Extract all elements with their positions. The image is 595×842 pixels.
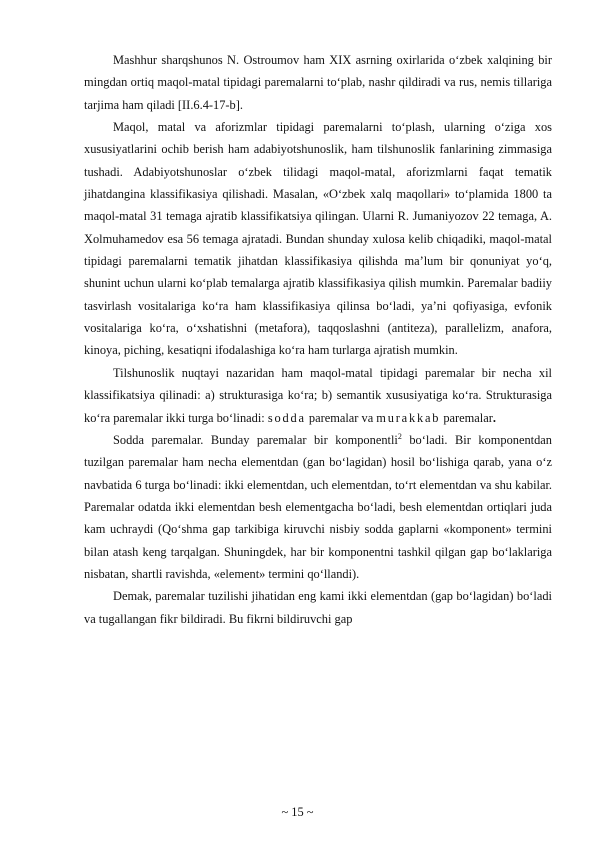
term-sodda: sodda bbox=[267, 410, 306, 425]
paragraph-classification-themes: Maqol, matal va aforizmlar tipidagi paremalarni to‘plash, ularning o‘ziga xos xususiyatlarini ochib berish ham adabiyotshunoslik, ham tilshunoslik fanlarining zimmasiga tushadi. Adabiyotshunoslar o‘zbek tilidagi maqol-matal, aforizmlarni faqat tematik jihatdangina klassifikasiya qilishadi. Masalan, «O‘zbek xalq maqollari» to‘plamida 1800 ta maqol-matal 31 temaga ajratib klassifikatsiya qilingan. Ularni R. Jumaniyozov 22 temaga, A. Xolmuhamedov esa 56 temaga ajratadi. Bundan shunday xulosa kelib chiqadiki, maqol-matal tipidagi paremalarni tematik jihatdan klassifikasiya qilishda ma’lum bir qonuniyat yo‘q, shunint uchun ularni ko‘plab temalarga ajratib klassifikasiya qilish mumkin. Paremalar badiiy tasvirlash vositalariga ko‘ra ham klassifikasiya qilinsa bo‘ladi, ya’ni qofiyasiga, evfonik vositalariga ko‘ra, o‘xshatishni (metafora), taqqoslashni (antiteza), parallelizm, anafora, kinoya, piching, kesatiqni ifodalashiga ko‘ra ham turlarga ajratish mumkin. bbox=[84, 120, 552, 358]
paragraph-structure-conclusion: Demak, paremalar tuzilishi jihatidan eng kami ikki elementdan (gap bo‘lagidan) bo‘ladi va tugallangan fikr bildiradi. Bu fikrni bildiruvchi gap bbox=[84, 589, 552, 626]
paragraph-simple-paremas bbox=[84, 429, 552, 585]
paragraph-linguistic-classification bbox=[84, 362, 552, 429]
paragraph-text: Sodda paremalar. Bunday paremalar bir komponentli bbox=[113, 432, 398, 447]
paragraph-text: paremalar bbox=[440, 410, 493, 425]
paragraph-period: . bbox=[492, 410, 496, 425]
paragraph-text: Tilshunoslik nuqtayi nazaridan ham maqol-matal tipidagi paremalar bir necha xil klassifikatsiya qilinadi: a) strukturasiga ko‘ra; b) semantik xususiyatiga ko‘ra. Strukturasiga ko‘ra paremalar ikki turga bo‘linadi: bbox=[84, 365, 552, 425]
page-number: ~ 15 ~ bbox=[281, 805, 314, 819]
footnote-marker[interactable]: 2 bbox=[397, 431, 402, 441]
paragraph-text: bo‘ladi. Bir komponentdan tuzilgan paremalar ham necha elementdan (gan bo‘lagidan) hosil bo‘lishiga qarab, yana o‘z navbatida 6 turga bo‘linadi: ikki elementdan, uch elementdan, to‘rt elementdan va shu kabilar. Paremalar odatda ikki elementdan besh elementgacha bo‘ladi, besh elementdan ortiqlari juda kam uchraydi (Qo‘shma gap tarkibiga kiruvchi nisbiy sodda gaplarni «komponent» termini bilan atash keng tarqalgan. Shuningdek, har bir komponentni tashkil qilgan gap bo‘laklariga nisbatan, shartli ravishda, «element» termini qo‘llandi). bbox=[84, 432, 552, 581]
term-murakkab: murakkab bbox=[376, 410, 441, 425]
paragraph-text: paremalar va bbox=[305, 410, 377, 425]
paragraph-ostroumov: Mashhur sharqshunos N. Ostroumov ham XIX asrning oxirlarida o‘zbek xalqining bir mingdan ortiq maqol-matal tipidagi paremalarni to‘plab, nashr qildiradi va rus, nemis tillariga tarjima ham qiladi [II.6.4-17-b]. bbox=[84, 53, 552, 112]
